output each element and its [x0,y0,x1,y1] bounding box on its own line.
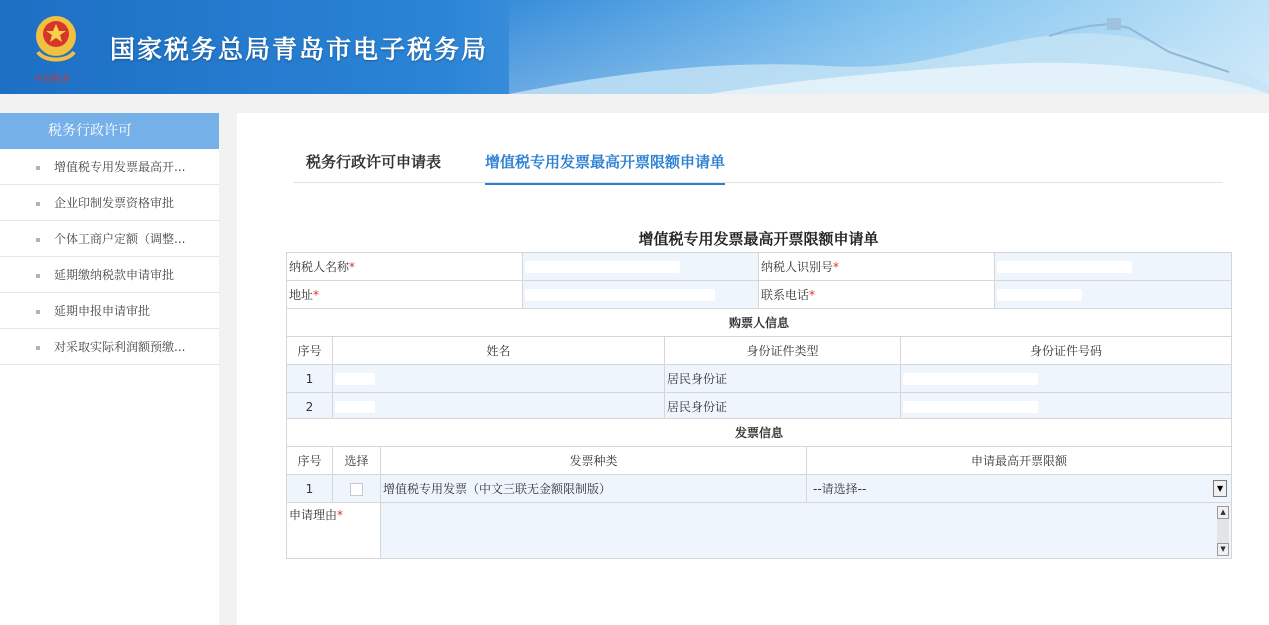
sidebar-item-invoice-printing[interactable] [0,185,219,221]
invoice-section-heading: 发票信息 [287,419,1232,447]
taxpayer-id-field[interactable] [995,253,1232,281]
buyer-name-field[interactable] [333,365,665,393]
limit-select-value: --请选择-- [813,481,867,496]
buyer-header-id-no: 身份证件号码 [901,337,1232,365]
buyer-header-seq: 序号 [287,337,333,365]
invoice-header-seq: 序号 [287,447,333,475]
scroll-down-icon[interactable]: ▼ [1217,543,1229,556]
buyer-header-id-type: 身份证件类型 [665,337,901,365]
invoice-header-select: 选择 [333,447,381,475]
buyer-seq: 1 [287,365,333,393]
scroll-up-icon[interactable]: ▲ [1217,506,1229,519]
limit-select[interactable] [809,478,1229,500]
bullet-icon [36,238,40,242]
sidebar-heading[interactable]: 税务行政许可 [0,113,219,149]
site-title: 国家税务总局青岛市电子税务局 [110,35,489,64]
bullet-icon [36,274,40,278]
invoice-select-checkbox[interactable] [350,483,363,496]
invoice-seq: 1 [287,475,333,503]
buyer-seq: 2 [287,393,333,421]
buyer-id-no-field[interactable] [901,365,1232,393]
sidebar-item-individual-quota[interactable] [0,221,219,257]
invoice-header-limit: 申请最高开票限额 [807,447,1232,475]
dropdown-arrow-icon[interactable]: ▼ [1213,480,1227,497]
sidebar-item-label: 延期缴纳税款申请审批 [54,268,175,282]
phone-field[interactable] [995,281,1232,309]
buyer-info-table [286,308,1232,421]
taxpayer-name-field[interactable] [523,253,759,281]
bullet-icon [36,166,40,170]
sidebar-item-label: 企业印制发票资格审批 [54,196,175,210]
buyer-section-heading: 购票人信息 [287,309,1232,337]
main-content [237,113,1269,625]
taxpayer-id-label: 纳税人识别号* [759,253,995,281]
site-header [0,0,1269,94]
sidebar-item-actual-profit[interactable] [0,329,219,365]
limit-select-cell [807,475,1232,503]
address-field[interactable] [523,281,759,309]
tab-bar [293,133,1223,183]
reason-label: 申请理由* [287,503,381,559]
buyer-id-type: 居民身份证 [665,365,901,393]
buyer-header-name: 姓名 [333,337,665,365]
bullet-icon [36,202,40,206]
buyer-name-field[interactable] [333,393,665,421]
table-row [287,475,1232,503]
taxpayer-name-label: 纳税人名称* [287,253,523,281]
reason-cell [381,503,1232,559]
invoice-header-kind: 发票种类 [381,447,807,475]
taxpayer-info-table [286,252,1232,309]
sidebar [0,113,219,625]
sidebar-item-deferred-payment[interactable] [0,257,219,293]
phone-label: 联系电话* [759,281,995,309]
sidebar-item-vat-limit[interactable] [0,149,219,185]
scrollbar-track[interactable] [1217,519,1229,543]
invoice-select-cell [333,475,381,503]
buyer-id-type: 居民身份证 [665,393,901,421]
bullet-icon [36,346,40,350]
address-label: 地址* [287,281,523,309]
tax-emblem-logo [30,10,90,88]
bullet-icon [36,310,40,314]
invoice-info-table [286,418,1232,559]
svg-text:中国税务: 中国税务 [34,75,71,85]
sidebar-item-label: 个体工商户定额（调整... [54,232,186,246]
tab-vat-limit-form[interactable]: 增值税专用发票最高开票限额申请单 [485,151,725,185]
form-title: 增值税专用发票最高开票限额申请单 [638,230,879,248]
table-row [287,365,1232,393]
buyer-id-no-field[interactable] [901,393,1232,421]
tab-admin-license-form[interactable]: 税务行政许可申请表 [306,153,442,171]
sidebar-item-label: 延期申报申请审批 [54,304,151,318]
sidebar-item-deferred-filing[interactable] [0,293,219,329]
sidebar-item-label: 对采取实际利润额预缴... [54,340,186,354]
sidebar-item-label: 增值税专用发票最高开... [54,160,186,174]
reason-textarea[interactable] [381,504,1231,558]
table-row [287,393,1232,421]
invoice-kind: 增值税专用发票（中文三联无金额限制版） [381,475,807,503]
header-banner-image [509,0,1269,94]
